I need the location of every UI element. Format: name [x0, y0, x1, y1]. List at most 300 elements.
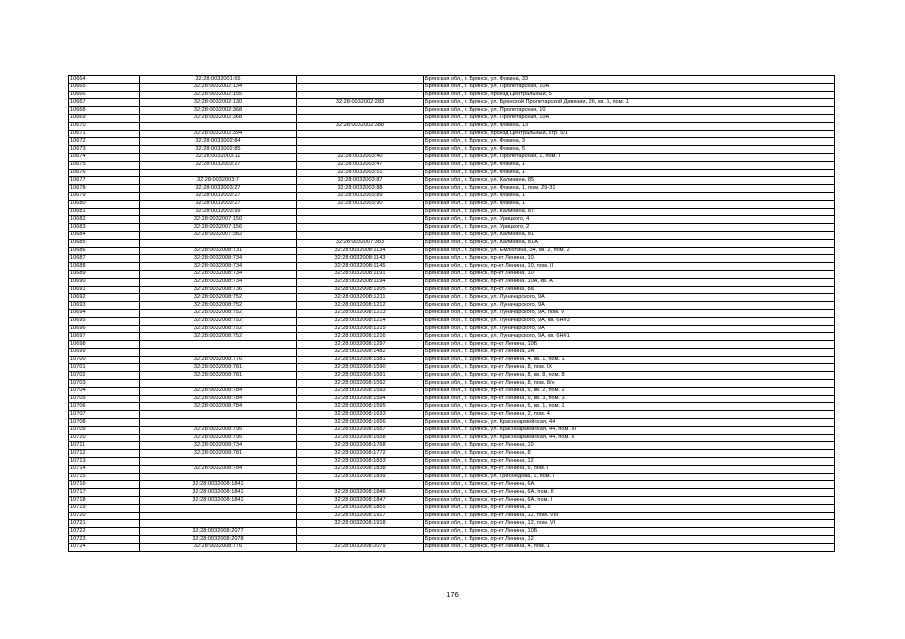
row-number-cell: 10671 [69, 130, 140, 138]
building-cadastral-number-cell: 32:28:0032008:1855 [297, 504, 424, 512]
row-number-cell: 10698 [69, 341, 140, 349]
row-number-cell: 10685 [69, 239, 140, 247]
row-number-cell: 10703 [69, 380, 140, 388]
address-cell: Брянская обл., г. Брянск, ул. Фокина, 5 [424, 146, 835, 154]
building-cadastral-number-cell: 32:28:0032008:1917 [297, 512, 424, 520]
table-row [69, 543, 835, 551]
table-row [69, 138, 835, 146]
row-number-cell: 10680 [69, 200, 140, 208]
registry-table-body [69, 76, 835, 552]
building-cadastral-number-cell: 32:28:0032008:1581 [297, 356, 424, 364]
cadastral-number-cell [140, 239, 297, 247]
table-row [69, 76, 835, 84]
row-number-cell: 10702 [69, 372, 140, 380]
cadastral-number-cell: 32:28:0032002:85 [140, 146, 297, 154]
row-number-cell: 10716 [69, 481, 140, 489]
address-cell: Брянская обл., г. Брянск, ул. Луначарского, 9А [424, 302, 835, 310]
table-row [69, 489, 835, 497]
cadastral-number-cell: 32:28:0032003:7 [140, 177, 297, 185]
building-cadastral-number-cell [297, 536, 424, 544]
cadastral-number-cell: 32:28:0032008:752 [140, 309, 297, 317]
row-number-cell: 10688 [69, 263, 140, 271]
address-cell: Брянская обл., г. Брянск, ул. Луначарского, 9А, пом. V [424, 309, 835, 317]
table-row [69, 450, 835, 458]
row-number-cell: 10715 [69, 473, 140, 481]
building-cadastral-number-cell: 32:28:0032003:40 [297, 153, 424, 161]
cadastral-number-cell: 32:28:0032008:1841 [140, 489, 297, 497]
table-row [69, 302, 835, 310]
building-cadastral-number-cell [297, 528, 424, 536]
table-row [69, 481, 835, 489]
cadastral-number-cell [140, 122, 297, 130]
building-cadastral-number-cell [297, 91, 424, 99]
property-registry-table [68, 75, 835, 552]
cadastral-number-cell: 32:28:0032003:27 [140, 161, 297, 169]
address-cell: Брянская обл., г. Брянск, ул. Емлютина, 34, кв. 2, пом. 2 [424, 247, 835, 255]
building-cadastral-number-cell [297, 216, 424, 224]
table-row [69, 263, 835, 271]
table-row [69, 99, 835, 107]
address-cell: Брянская обл., г. Брянск, ул. Фокина, 1 [424, 192, 835, 200]
cadastral-number-cell [140, 520, 297, 528]
row-number-cell: 10707 [69, 411, 140, 419]
address-cell: Брянская обл., г. Брянск, пр-кт Ленина, 6А [424, 481, 835, 489]
address-cell: Брянская обл., г. Брянск, ул. Фокина, 1, пом. 29-31 [424, 185, 835, 193]
table-row [69, 348, 835, 356]
building-cadastral-number-cell: 32:28:0032003:89 [297, 192, 424, 200]
address-cell: Брянская обл., г. Брянск, пр-кт Ленина, 4, пом. 1 [424, 543, 835, 551]
building-cadastral-number-cell: 32:28:0032008:2079 [297, 543, 424, 551]
table-row [69, 442, 835, 450]
table-row [69, 107, 835, 115]
table-row [69, 255, 835, 263]
building-cadastral-number-cell [297, 107, 424, 115]
building-cadastral-number-cell: 32:28:0032003:51 [297, 169, 424, 177]
address-cell: Брянская обл., г. Брянск, пр-кт Ленина, 4, кв. 1, пом. 1 [424, 356, 835, 364]
address-cell: Брянская обл., г. Брянск, ул. Фокина, 1 [424, 161, 835, 169]
table-row [69, 192, 835, 200]
building-cadastral-number-cell: 32:28:0032008:1592 [297, 380, 424, 388]
cadastral-number-cell [140, 411, 297, 419]
row-number-cell: 10689 [69, 270, 140, 278]
table-row [69, 458, 835, 466]
cadastral-number-cell [140, 512, 297, 520]
address-cell: Брянская обл., г. Брянск, пр-кт Ленина, 8, пом. IX [424, 364, 835, 372]
building-cadastral-number-cell: 32:28:0032008:1633 [297, 411, 424, 419]
row-number-cell: 10673 [69, 146, 140, 154]
row-number-cell: 10692 [69, 294, 140, 302]
building-cadastral-number-cell: 32:28:0032008:1657 [297, 426, 424, 434]
address-cell: Брянская обл., г. Брянск, ул. Луначарского, 9А, кв. 6Н#1 [424, 333, 835, 341]
page-number: 176 [446, 590, 459, 599]
address-cell: Брянская обл., г. Брянск, пр-кт Ленина, 10 [424, 255, 835, 263]
address-cell: Брянская обл., г. Брянск, пр-кт Ленина, 12, пом. VI [424, 520, 835, 528]
row-number-cell: 10676 [69, 169, 140, 177]
row-number-cell: 10721 [69, 520, 140, 528]
address-cell: Брянская обл., г. Брянск, ул. Фокина, 1 [424, 169, 835, 177]
row-number-cell: 10697 [69, 333, 140, 341]
table-row [69, 434, 835, 442]
building-cadastral-number-cell [297, 114, 424, 122]
row-number-cell: 10690 [69, 278, 140, 286]
table-row [69, 419, 835, 427]
table-row [69, 333, 835, 341]
cadastral-number-cell [140, 504, 297, 512]
cadastral-number-cell: 32:28:0032002:394 [140, 130, 297, 138]
row-number-cell: 10696 [69, 325, 140, 333]
row-number-cell: 10684 [69, 231, 140, 239]
cadastral-number-cell: 32:28:0032008:752 [140, 325, 297, 333]
address-cell: Брянская обл., г. Брянск, пр-кт Ленина, 6А, пом. II [424, 489, 835, 497]
cadastral-number-cell: 32:28:0032008:2077 [140, 528, 297, 536]
row-number-cell: 10687 [69, 255, 140, 263]
building-cadastral-number-cell: 32:28:0032008:1595 [297, 403, 424, 411]
row-number-cell: 10708 [69, 419, 140, 427]
table-row [69, 380, 835, 388]
cadastral-number-cell: 32:28:0032002:130 [140, 99, 297, 107]
cadastral-number-cell: 32:28:0032003:27 [140, 192, 297, 200]
cadastral-number-cell: 32:28:0032003:27 [140, 200, 297, 208]
building-cadastral-number-cell: 32:28:0032008:1772 [297, 450, 424, 458]
row-number-cell: 10724 [69, 543, 140, 551]
row-number-cell: 10706 [69, 403, 140, 411]
building-cadastral-number-cell: 32:28:0032008:1214 [297, 317, 424, 325]
cadastral-number-cell: 32:28:0032003:99 [140, 208, 297, 216]
building-cadastral-number-cell: 32:28:0032008:1211 [297, 294, 424, 302]
building-cadastral-number-cell: 32:28:0032007:383 [297, 239, 424, 247]
building-cadastral-number-cell: 32:28:0032008:1134 [297, 247, 424, 255]
building-cadastral-number-cell [297, 224, 424, 232]
table-row [69, 114, 835, 122]
cadastral-number-cell: 32:28:0032007:150 [140, 216, 297, 224]
row-number-cell: 10666 [69, 91, 140, 99]
row-number-cell: 10720 [69, 512, 140, 520]
cadastral-number-cell: 32:28:0032008:734 [140, 270, 297, 278]
table-row [69, 216, 835, 224]
row-number-cell: 10705 [69, 395, 140, 403]
address-cell: Брянская обл., г. Брянск, ул. Калинина, 81 [424, 231, 835, 239]
address-cell: Брянская обл., г. Брянск, ул. Красноармейская, 44, пом. III [424, 426, 835, 434]
cadastral-number-cell: 32:28:0032008:734 [140, 278, 297, 286]
cadastral-number-cell: 32:28:0032008:784 [140, 403, 297, 411]
row-number-cell: 10682 [69, 216, 140, 224]
table-row [69, 497, 835, 505]
cadastral-number-cell: 32:28:0032007:156 [140, 224, 297, 232]
address-cell: Брянская обл., г. Брянск, ул. Пролетарская, 10А [424, 83, 835, 91]
building-cadastral-number-cell: 32:28:0032008:1191 [297, 270, 424, 278]
address-cell: Брянская обл., г. Брянск, ул. Калинина, 81А [424, 239, 835, 247]
building-cadastral-number-cell [297, 208, 424, 216]
address-cell: Брянская обл., г. Брянск, пр-кт Ленина, 2, пом. 4 [424, 411, 835, 419]
row-number-cell: 10678 [69, 185, 140, 193]
cadastral-number-cell: 32:28:0032008:781 [140, 364, 297, 372]
row-number-cell: 10675 [69, 161, 140, 169]
address-cell: Брянская обл., г. Брянск, ул. Калинина, 85 [424, 177, 835, 185]
building-cadastral-number-cell: 32:28:0032008:1656 [297, 419, 424, 427]
table-row [69, 504, 835, 512]
row-number-cell: 10722 [69, 528, 140, 536]
row-number-cell: 10711 [69, 442, 140, 450]
table-row [69, 387, 835, 395]
row-number-cell: 10717 [69, 489, 140, 497]
address-cell: Брянская обл., г. Брянск, пр-кт Ленина, 6, кв. 1, пом. 1 [424, 403, 835, 411]
cadastral-number-cell: 32:28:0032008:781 [140, 372, 297, 380]
cadastral-number-cell: 32:28:0032008:734 [140, 442, 297, 450]
building-cadastral-number-cell: 32:28:0032003:88 [297, 185, 424, 193]
address-cell: Брянская обл., г. Брянск, пр-кт Ленина, 6, пом. I [424, 465, 835, 473]
row-number-cell: 10668 [69, 107, 140, 115]
row-number-cell: 10714 [69, 465, 140, 473]
cadastral-number-cell: 32:28:0032002:368 [140, 114, 297, 122]
cadastral-number-cell: 32:28:0032002:155 [140, 91, 297, 99]
address-cell: Брянская обл., г. Брянск, пр-кт Ленина, 12, пом. VIII [424, 512, 835, 520]
cadastral-number-cell [140, 419, 297, 427]
building-cadastral-number-cell [297, 138, 424, 146]
table-row [69, 341, 835, 349]
row-number-cell: 10709 [69, 426, 140, 434]
table-row [69, 231, 835, 239]
row-number-cell: 10701 [69, 364, 140, 372]
building-cadastral-number-cell: 32:28:0032002:388 [297, 122, 424, 130]
cadastral-number-cell: 32:28:0032008:752 [140, 317, 297, 325]
address-cell: Брянская обл., г. Брянск, ул. Луначарского, 9А [424, 294, 835, 302]
address-cell: Брянская обл., г. Брянск, ул. Грибоедова, 1, пом. I [424, 473, 835, 481]
row-number-cell: 10693 [69, 302, 140, 310]
address-cell: Брянская обл., г. Брянск, ул. Фокина, 3 [424, 138, 835, 146]
address-cell: Брянская обл., г. Брянск, ул. Луначарского, 9А [424, 325, 835, 333]
table-row [69, 520, 835, 528]
cadastral-number-cell: 32:28:0032008:795 [140, 434, 297, 442]
address-cell: Брянская обл., г. Брянск, пр-кт Ленина, 12 [424, 458, 835, 466]
row-number-cell: 10670 [69, 122, 140, 130]
table-row [69, 146, 835, 154]
address-cell: Брянская обл., г. Брянск, ул. Фокина, 1 [424, 200, 835, 208]
table-row [69, 247, 835, 255]
cadastral-number-cell: 32:28:0032008:734 [140, 263, 297, 271]
table-row [69, 185, 835, 193]
address-cell: Брянская обл., г. Брянск, пр-кт Ленина, 10Б [424, 528, 835, 536]
row-number-cell: 10718 [69, 497, 140, 505]
cadastral-number-cell: 32:28:0032008:795 [140, 426, 297, 434]
building-cadastral-number-cell: 32:28:0032008:1846 [297, 489, 424, 497]
cadastral-number-cell: 32:28:0032008:776 [140, 543, 297, 551]
table-row [69, 536, 835, 544]
building-cadastral-number-cell: 32:28:0032008:1212 [297, 302, 424, 310]
row-number-cell: 10694 [69, 309, 140, 317]
cadastral-number-cell [140, 341, 297, 349]
table-row [69, 130, 835, 138]
row-number-cell: 10699 [69, 348, 140, 356]
building-cadastral-number-cell [297, 146, 424, 154]
address-cell: Брянская обл., г. Брянск, пр-кт Ленина, 10, пом. II [424, 263, 835, 271]
table-row [69, 356, 835, 364]
building-cadastral-number-cell: 32:28:0032008:1593 [297, 387, 424, 395]
address-cell: Брянская обл., г. Брянск, пр-кт Ленина, 8, пом. 8/н [424, 380, 835, 388]
address-cell: Брянская обл., г. Брянск, пр-кт Ленина, 8 [424, 450, 835, 458]
building-cadastral-number-cell [297, 76, 424, 84]
building-cadastral-number-cell: 32:28:0032008:1839 [297, 473, 424, 481]
cadastral-number-cell: 32:28:0032008:1841 [140, 481, 297, 489]
cadastral-number-cell: 32:28:0032008:776 [140, 356, 297, 364]
address-cell: Брянская обл., г. Брянск, ул. Брянской Пролетарской Дивизии, 26, кв. 1, пом. 1 [424, 99, 835, 107]
table-row [69, 153, 835, 161]
building-cadastral-number-cell: 32:28:0032003:87 [297, 177, 424, 185]
building-cadastral-number-cell: 32:28:0032008:1205 [297, 286, 424, 294]
table-row [69, 200, 835, 208]
cadastral-number-cell [140, 473, 297, 481]
address-cell: Брянская обл., г. Брянск, пр-кт Ленина, 10 [424, 442, 835, 450]
row-number-cell: 10674 [69, 153, 140, 161]
address-cell: Брянская обл., г. Брянск, пр-кт Ленина, 10Б [424, 341, 835, 349]
row-number-cell: 10695 [69, 317, 140, 325]
cadastral-number-cell [140, 380, 297, 388]
cadastral-number-cell [140, 458, 297, 466]
table-row [69, 270, 835, 278]
table-row [69, 122, 835, 130]
address-cell: Брянская обл., г. Брянск, проезд Центральный, 5 [424, 91, 835, 99]
address-cell: Брянская обл., г. Брянск, пр-кт Ленина, 10 [424, 270, 835, 278]
building-cadastral-number-cell: 32:28:0032008:1215 [297, 325, 424, 333]
address-cell: Брянская обл., г. Брянск, ул. Урицкого, 2 [424, 224, 835, 232]
address-cell: Брянская обл., г. Брянск, пр-кт Ленина, 6, кв. 2, пом. 2 [424, 387, 835, 395]
building-cadastral-number-cell: 32:28:0032003:90 [297, 200, 424, 208]
row-number-cell: 10679 [69, 192, 140, 200]
address-cell: Брянская обл., г. Брянск, проезд Центральный, стр. 5/1 [424, 130, 835, 138]
table-row [69, 278, 835, 286]
address-cell: Брянская обл., г. Брянск, ул. Урицкого, 4 [424, 216, 835, 224]
table-row [69, 512, 835, 520]
cadastral-number-cell: 32:28:0032008:752 [140, 333, 297, 341]
row-number-cell: 10686 [69, 247, 140, 255]
cadastral-number-cell: 32:28:0032003:27 [140, 185, 297, 193]
cadastral-number-cell: 32:28:0032003:11 [140, 153, 297, 161]
cadastral-number-cell: 32:28:0032008:734 [140, 255, 297, 263]
row-number-cell: 10672 [69, 138, 140, 146]
table-row [69, 411, 835, 419]
row-number-cell: 10719 [69, 504, 140, 512]
table-row [69, 286, 835, 294]
cadastral-number-cell: 32:28:0032007:382 [140, 231, 297, 239]
building-cadastral-number-cell: 32:28:0032002:283 [297, 99, 424, 107]
address-cell: Брянская обл., г. Брянск, пр-кт Ленина, 10А, кв. А [424, 278, 835, 286]
building-cadastral-number-cell: 32:28:0032008:1213 [297, 309, 424, 317]
row-number-cell: 10710 [69, 434, 140, 442]
building-cadastral-number-cell: 32:28:0032008:1297 [297, 341, 424, 349]
address-cell: Брянская обл., г. Брянск, пр-кт Ленина, 6А, пом. I [424, 497, 835, 505]
table-row [69, 426, 835, 434]
row-number-cell: 10723 [69, 536, 140, 544]
address-cell: Брянская обл., г. Брянск, пр-кт Ленина, 12 [424, 536, 835, 544]
cadastral-number-cell: 32:28:0032008:784 [140, 395, 297, 403]
table-row [69, 224, 835, 232]
row-number-cell: 10677 [69, 177, 140, 185]
cadastral-number-cell: 32:28:0032001:65 [140, 76, 297, 84]
table-row [69, 372, 835, 380]
cadastral-number-cell: 32:28:0032008:784 [140, 465, 297, 473]
building-cadastral-number-cell [297, 481, 424, 489]
building-cadastral-number-cell: 32:28:0032008:1847 [297, 497, 424, 505]
table-row [69, 403, 835, 411]
building-cadastral-number-cell [297, 83, 424, 91]
row-number-cell: 10664 [69, 76, 140, 84]
row-number-cell: 10665 [69, 83, 140, 91]
table-row [69, 239, 835, 247]
building-cadastral-number-cell: 32:28:0032008:1194 [297, 278, 424, 286]
address-cell: Брянская обл., г. Брянск, пр-кт Ленина, 8 [424, 504, 835, 512]
table-row [69, 473, 835, 481]
table-row [69, 83, 835, 91]
building-cadastral-number-cell: 32:28:0032008:1768 [297, 442, 424, 450]
building-cadastral-number-cell: 32:28:0032008:1216 [297, 333, 424, 341]
table-row [69, 91, 835, 99]
building-cadastral-number-cell: 32:28:0032008:1143 [297, 255, 424, 263]
building-cadastral-number-cell: 32:28:0032008:1918 [297, 520, 424, 528]
cadastral-number-cell: 32:28:0032008:752 [140, 294, 297, 302]
building-cadastral-number-cell: 32:28:0032003:47 [297, 161, 424, 169]
cadastral-number-cell: 32:28:0032008:1841 [140, 497, 297, 505]
building-cadastral-number-cell [297, 231, 424, 239]
building-cadastral-number-cell: 32:28:0032008:1482 [297, 348, 424, 356]
cadastral-number-cell: 32:28:0032002:84 [140, 138, 297, 146]
address-cell: Брянская обл., г. Брянск, пр-кт Ленина, 6, кв. 3, пом. 3 [424, 395, 835, 403]
table-row [69, 161, 835, 169]
cadastral-number-cell: 32:28:0032008:731 [140, 247, 297, 255]
building-cadastral-number-cell: 32:28:0032008:1658 [297, 434, 424, 442]
cadastral-number-cell: 32:28:0032002:134 [140, 83, 297, 91]
address-cell: Брянская обл., г. Брянск, пр-кт Ленина, 2А [424, 348, 835, 356]
cadastral-number-cell: 32:28:0032002:368 [140, 107, 297, 115]
table-row [69, 208, 835, 216]
row-number-cell: 10691 [69, 286, 140, 294]
table-row [69, 309, 835, 317]
building-cadastral-number-cell: 32:28:0032008:1833 [297, 458, 424, 466]
address-cell: Брянская обл., г. Брянск, ул. Пролетарская, 1, пом. I [424, 153, 835, 161]
building-cadastral-number-cell: 32:28:0032008:1594 [297, 395, 424, 403]
row-number-cell: 10713 [69, 458, 140, 466]
row-number-cell: 10700 [69, 356, 140, 364]
cadastral-number-cell: 32:28:0032008:784 [140, 387, 297, 395]
table-row [69, 528, 835, 536]
cadastral-number-cell: 32:28:0032008:781 [140, 450, 297, 458]
address-cell: Брянская обл., г. Брянск, ул. Пролетарская, 10 [424, 107, 835, 115]
row-number-cell: 10704 [69, 387, 140, 395]
address-cell: Брянская обл., г. Брянск, ул. Пролетарская, 10А [424, 114, 835, 122]
address-cell: Брянская обл., г. Брянск, пр-кт Ленина, 8, кв. 8, пом. 8 [424, 372, 835, 380]
row-number-cell: 10683 [69, 224, 140, 232]
row-number-cell: 10667 [69, 99, 140, 107]
table-row [69, 294, 835, 302]
address-cell: Брянская обл., г. Брянск, ул. Фокина, 33 [424, 76, 835, 84]
cadastral-number-cell: 32:28:0032008:736 [140, 286, 297, 294]
address-cell: Брянская обл., г. Брянск, ул. Калинина, 87 [424, 208, 835, 216]
address-cell: Брянская обл., г. Брянск, ул. Луначарского, 9А, кв. 6Н#3 [424, 317, 835, 325]
table-row [69, 364, 835, 372]
address-cell: Брянская обл., г. Брянск, ул. Красноармейская, 44, пом. II [424, 434, 835, 442]
cadastral-number-cell: 32:28:0032008:2078 [140, 536, 297, 544]
table-row [69, 395, 835, 403]
address-cell: Брянская обл., г. Брянск, пр-кт Ленина, 8а [424, 286, 835, 294]
address-cell: Брянская обл., г. Брянск, ул. Красноармейская, 44 [424, 419, 835, 427]
row-number-cell: 10681 [69, 208, 140, 216]
building-cadastral-number-cell: 32:28:0032008:1145 [297, 263, 424, 271]
table-row [69, 177, 835, 185]
building-cadastral-number-cell [297, 130, 424, 138]
table-row [69, 169, 835, 177]
cadastral-number-cell: 32:28:0032008:752 [140, 302, 297, 310]
row-number-cell: 10669 [69, 114, 140, 122]
table-row [69, 465, 835, 473]
building-cadastral-number-cell: 32:28:0032008:1591 [297, 372, 424, 380]
